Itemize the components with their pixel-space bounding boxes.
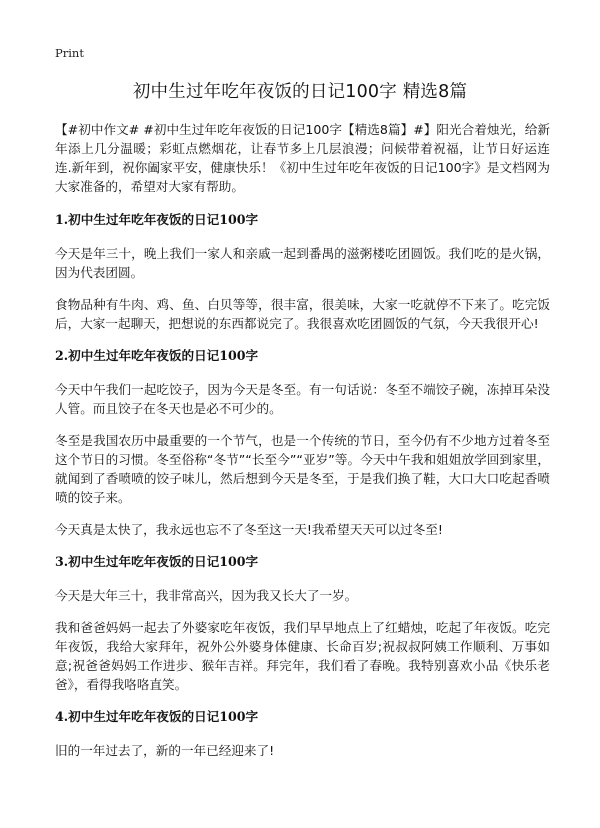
section-paragraph: 旧的一年过去了，新的一年已经迎来了! (55, 743, 275, 758)
section-paragraph: 今天是大年三十，我非常高兴，因为我又长大了一岁。 (55, 588, 358, 603)
intro-paragraph: 【#初中作文# #初中生过年吃年夜饭的日记100字【精选8篇】#】阳光合着烛光，给新年添上几分温暖；彩虹点燃烟花，让春节多上几层浪漫；问候带着祝福，让节日好运连连.新年到，祝你阖家平安，健康快乐！《初中生过年吃年夜饭的日记100字》是文档网为大家准备的，希望对大家有帮助。 (55, 122, 550, 194)
section-heading: 4.初中生过年吃年夜饭的日记100字 (55, 709, 259, 724)
section-paragraph: 今天是年三十，晚上我们一家人和亲戚一起到番禺的滋粥楼吃团圆饭。我们吃的是火锅，因为代表团圆。 (55, 246, 550, 280)
section-paragraph: 今天真是太快了，我永远也忘不了冬至这一天!我希望天天可以过冬至! (55, 522, 443, 537)
section-paragraph: 我和爸爸妈妈一起去了外婆家吃年夜饭，我们早早地点上了红蜡烛，吃起了年夜饭。吃完年夜饭，我给大家拜年，祝外公外婆身体健康、长命百岁;祝叔叔阿姨工作顺利、万事如意;祝爸爸妈妈工作进步、猴年吉祥。拜完年，我们看了春晚。我特别喜欢小品《快乐老爸》，看得我咯咯直笑。 (55, 620, 550, 692)
section-heading: 1.初中生过年吃年夜饭的日记100字 (55, 212, 259, 227)
section-heading: 3.初中生过年吃年夜饭的日记100字 (55, 554, 259, 569)
section-heading: 2.初中生过年吃年夜饭的日记100字 (55, 348, 259, 363)
section-1 (55, 210, 550, 333)
section-paragraph: 食物品种有牛肉、鸡、鱼、白贝等等，很丰富，很美味，大家一吃就停不下来了。吃完饭后，大家一起聊天，把想说的东西都说完了。我很喜欢吃团圆饭的气氛，今天我很开心! (55, 297, 550, 331)
print-link[interactable]: Print (55, 46, 84, 60)
section-3 (55, 552, 550, 694)
section-paragraph: 今天中午我们一起吃饺子，因为今天是冬至。有一句话说：冬至不端饺子碗，冻掉耳朵没人管。而且饺子在冬天也是必不可少的。 (55, 382, 550, 416)
article-body (55, 120, 550, 773)
section-2 (55, 346, 550, 539)
section-4 (55, 707, 550, 760)
page-title: 初中生过年吃年夜饭的日记100字 精选8篇 (132, 82, 468, 102)
section-paragraph: 冬至是我国农历中最重要的一个节气，也是一个传统的节日，至今仍有不少地方过着冬至这个节日的习惯。冬至俗称“冬节”“长至今”“亚岁”等。今天中午我和姐姐放学回到家里，就闻到了香喷喷的饺子味儿，然后想到今天是冬至，于是我们换了鞋，大口大口吃起香喷喷的饺子来。 (55, 433, 550, 505)
